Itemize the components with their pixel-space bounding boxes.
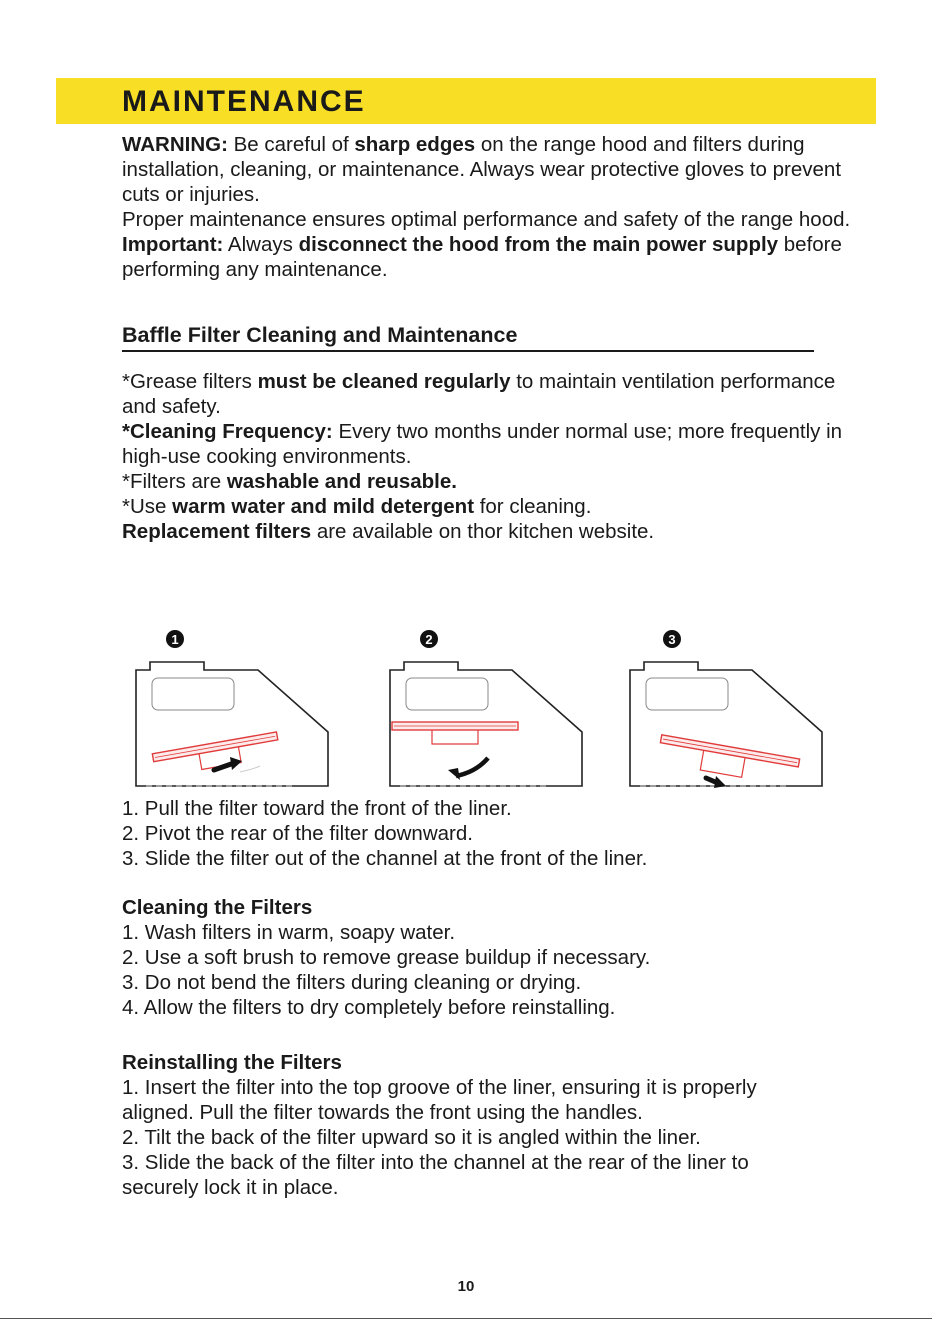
warning-paragraph <box>122 132 867 207</box>
baffle-p3 <box>122 469 867 494</box>
baffle-p1-text: *Grease filters <box>122 370 258 393</box>
baffle-p3-text: *Filters are <box>122 470 227 493</box>
baffle-p2 <box>122 419 867 469</box>
step-2-illustration <box>390 630 582 786</box>
arrow-right-icon <box>214 763 234 770</box>
baffle-p5 <box>122 519 867 544</box>
baffle-p4-text: *Use <box>122 495 173 518</box>
reinstall-section <box>122 1050 802 1200</box>
baffle-p1-text-end: to maintain ventilation performance and safety. <box>122 370 836 418</box>
intro-paragraph: Proper maintenance ensures optimal performance and safety of the range hood. <box>122 208 851 231</box>
baffle-section-title: Baffle Filter Cleaning and Maintenance <box>122 322 814 352</box>
step-1-illustration <box>136 630 328 786</box>
important-text: Always <box>223 233 299 256</box>
baffle-p4 <box>122 494 867 519</box>
baffle-p4-text-end: for cleaning. <box>474 495 592 518</box>
important-paragraph <box>122 232 867 282</box>
filter-removal-illustration <box>120 620 840 800</box>
removal-steps <box>122 796 867 871</box>
baffle-p1 <box>122 369 867 419</box>
cleaning-step-2: 2. Use a soft brush to remove grease buildup if necessary. <box>122 946 651 969</box>
reinstall-title: Reinstalling the Filters <box>122 1051 342 1074</box>
baffle-p4-emphasis: warm water and mild detergent <box>172 495 475 518</box>
warning-text-end: on the range hood and filters during installation, cleaning, or maintenance. Always wear protective gloves to prevent cuts or injuries. <box>122 133 842 206</box>
step-3-illustration <box>630 630 822 788</box>
arrow-curved-icon <box>456 758 488 776</box>
step-1-number: 1 <box>171 632 179 647</box>
page-number: 10 <box>457 1278 475 1295</box>
baffle-p3-emphasis: washable and reusable. <box>226 470 457 493</box>
removal-step-3: 3. Slide the filter out of the channel at the front of the liner. <box>122 847 648 870</box>
important-text-end: before performing any maintenance. <box>122 233 842 281</box>
cleaning-title: Cleaning the Filters <box>122 896 313 919</box>
baffle-p2-text: Every two months under normal use; more frequently in high-use cooking environments. <box>122 420 843 468</box>
reinstall-step-3: 3. Slide the back of the filter into the channel at the rear of the liner to securely lock it in place. <box>122 1151 749 1199</box>
cleaning-step-4: 4. Allow the filters to dry completely before reinstalling. <box>122 996 616 1019</box>
removal-step-1: 1. Pull the filter toward the front of the liner. <box>122 797 512 820</box>
removal-step-2: 2. Pivot the rear of the filter downward. <box>122 822 473 845</box>
step-3-number: 3 <box>668 632 676 647</box>
baffle-block <box>122 369 867 544</box>
warning-block <box>122 132 867 282</box>
cleaning-step-3: 3. Do not bend the filters during cleaning or drying. <box>122 971 582 994</box>
page-title: MAINTENANCE <box>122 85 366 118</box>
arrowhead-icon-3 <box>714 776 726 788</box>
reinstall-step-1: 1. Insert the filter into the top groove of the liner, ensuring it is properly aligned. Pull the filter towards the front using the handles. <box>122 1076 757 1124</box>
baffle-p1-emphasis: must be cleaned regularly <box>257 370 511 393</box>
warning-label: WARNING: <box>122 133 228 156</box>
footer-rule <box>0 1318 932 1319</box>
cleaning-step-1: 1. Wash filters in warm, soapy water. <box>122 921 456 944</box>
arrowhead-icon-2 <box>448 768 460 780</box>
baffle-p2-emphasis: *Cleaning Frequency: <box>122 420 333 443</box>
filter-2 <box>392 722 518 744</box>
important-emphasis: disconnect the hood from the main power supply <box>298 233 779 256</box>
filter-removal-diagram <box>120 620 840 800</box>
warning-text: Be careful of <box>227 133 355 156</box>
cleaning-section <box>122 895 867 1020</box>
baffle-p5-text: are available on thor kitchen website. <box>311 520 655 543</box>
warning-emphasis: sharp edges <box>354 133 476 156</box>
baffle-p5-emphasis: Replacement filters <box>122 520 312 543</box>
important-label: Important: <box>122 233 224 256</box>
filter-3 <box>657 735 800 787</box>
step-2-number: 2 <box>425 632 433 647</box>
reinstall-step-2: 2. Tilt the back of the filter upward so it is angled within the liner. <box>122 1126 701 1149</box>
